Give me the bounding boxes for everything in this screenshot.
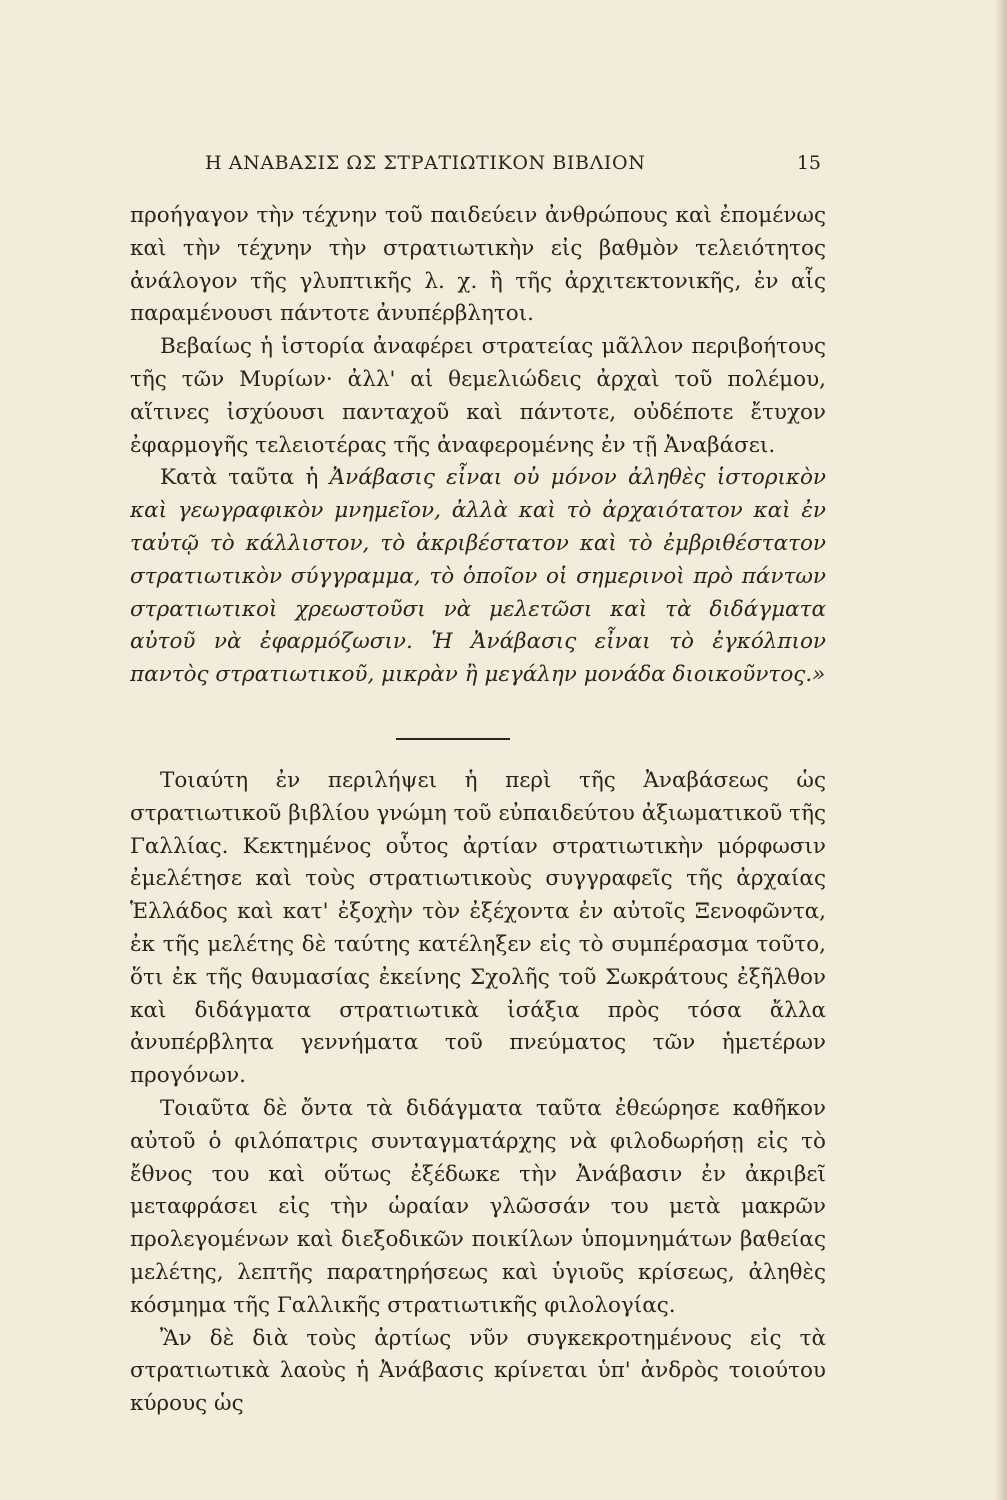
section-divider: [396, 738, 510, 740]
page-number: 15: [796, 152, 821, 174]
page-header: [205, 152, 821, 182]
paragraph-quote: [130, 462, 826, 692]
paragraph-continued: προήγαγον τὴν τέχνην τοῦ παιδεύειν ἀνθρώπους καὶ ἐπομένως καὶ τὴν τέχνην τὴν στρατιωτικὴν εἰς βαθμὸν τελειότητος ἀνάλογον τῆς γλυπτικῆς λ. χ. ἢ τῆς ἀρχιτεκτονικῆς, ἐν αἷς παραμένουσι πάντοτε ἀνυπέρβλητοι.: [130, 203, 826, 327]
quote-lead: Κατὰ ταῦτα ἡ: [160, 465, 330, 491]
text-section-top: [130, 200, 826, 692]
quote-tail: μικρὰν ἢ μεγάλην μονάδα διοικοῦντος.»: [374, 662, 826, 688]
running-title: Η ΑΝΑΒΑΣΙΣ ΩΣ ΣΤΡΑΤΙΩΤΙΚΟΝ ΒΙΒΛΙΟΝ: [205, 152, 646, 174]
text-section-bottom: [130, 765, 826, 1421]
paragraph: Τοιαῦτα δὲ ὄντα τὰ διδάγματα ταῦτα ἐθεώρησε καθῆκον αὐτοῦ ὁ φιλόπατρις συνταγματάρχης νὰ φιλοδωρήσῃ εἰς τὸ ἔθνος του καὶ οὕτως ἐξέδωκε τὴν Ἀνάβασιν ἐν ἀκριβεῖ μεταφράσει εἰς τὴν ὡραίαν γλῶσσάν του μετὰ μακρῶν προλεγομένων καὶ διεξοδικῶν ποικίλων ὑπομνημάτων βαθείας μελέτης, λεπτῆς παρατηρήσεως καὶ ὑγιοῦς κρίσεως, ἀληθὲς κόσμημα τῆς Γαλλικῆς στρατιωτικῆς φιλολογίας.: [130, 1095, 826, 1318]
quote-bold-text: ἐγκόλπιον παντὸς στρατιωτικοῦ,: [130, 629, 826, 688]
paragraph: Βεβαίως ἡ ἱστορία ἀναφέρει στρατείας μᾶλλον περιβοήτους τῆς τῶν Μυρίων· ἀλλ' αἱ θεμελιώδεις ἀρχαὶ τοῦ πολέμου, αἵτινες ἰσχύουσι πανταχοῦ καὶ πάντοτε, οὐδέποτε ἔτυχον ἐφαρμογῆς τελειοτέρας τῆς ἀναφερομένης ἐν τῇ Ἀναβάσει.: [130, 334, 826, 458]
paragraph: Ἂν δὲ διὰ τοὺς ἀρτίως νῦν συγκεκροτημένους εἰς τὰ στρατιωτικὰ λαοὺς ἡ Ἀνάβασις κρίνεται ὑπ' ἀνδρὸς τοιούτου κύρους ὡς: [130, 1325, 826, 1417]
quote-italic-text: Ἀνάβασις εἶναι οὐ μόνον ἀληθὲς ἱστορικὸν καὶ γεωγραφικὸν μνημεῖον, ἀλλὰ καὶ τὸ ἀρχαιότατον καὶ ἐν ταὐτῷ τὸ κάλλιστον, τὸ ἀκριβέστατον καὶ τὸ ἐμβριθέστατον στρατιωτικὸν σύγγραμμα, τὸ ὁποῖον οἱ σημερινοὶ πρὸ πάντων στρατιωτικοὶ χρεωστοῦσι νὰ μελετῶσι καὶ τὰ διδάγματα αὐτοῦ νὰ ἐφαρμόζωσιν. Ἡ Ἀνάβασις εἶναι τὸ: [130, 465, 827, 655]
page-edge-shadow: [995, 0, 1007, 1500]
paragraph: Τοιαύτη ἐν περιλήψει ἡ περὶ τῆς Ἀναβάσεως ὡς στρατιωτικοῦ βιβλίου γνώμη τοῦ εὐπαιδεύτου ἀξιωματικοῦ τῆς Γαλλίας. Κεκτημένος οὗτος ἀρτίαν στρατιωτικὴν μόρφωσιν ἐμελέτησε καὶ τοὺς στρατιωτικοὺς συγγραφεῖς τῆς ἀρχαίας Ἑλλάδος καὶ κατ' ἐξοχὴν τὸν ἐξέχοντα ἐν αὐτοῖς Ξενοφῶντα, ἐκ τῆς μελέτης δὲ ταύτης κατέληξεν εἰς τὸ συμπέρασμα τοῦτο, ὅτι ἐκ τῆς θαυμασίας ἐκείνης Σχολῆς τοῦ Σωκράτους ἐξῆλθον καὶ διδάγματα στρατιωτικὰ ἰσάξια πρὸς τόσα ἄλλα ἀνυπέρβλητα γεννήματα τοῦ πνεύματος τῶν ἡμετέρων προγόνων.: [130, 768, 826, 1089]
